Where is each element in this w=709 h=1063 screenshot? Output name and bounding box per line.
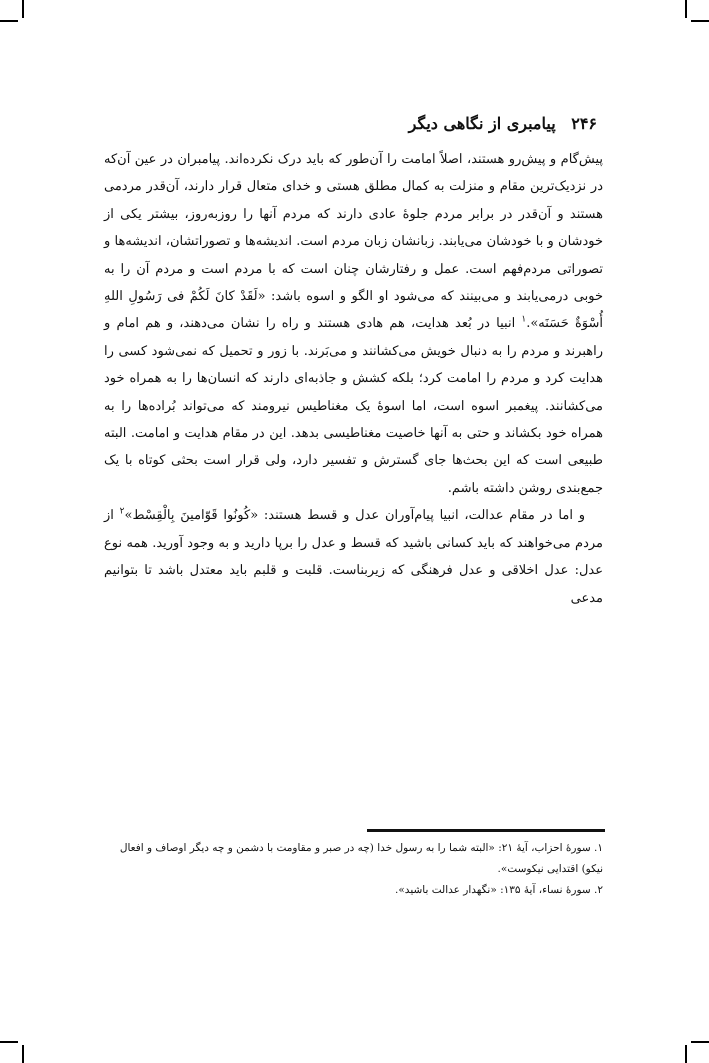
footnote-ref: ۲	[119, 506, 125, 517]
paragraph	[104, 146, 603, 502]
crop-mark-top-right-horizontal	[691, 20, 709, 22]
footnote: ۱. سورهٔ احزاب، آیهٔ ۲۱: «البته شما را به رسول خدا (چه در صبر و مقاومت با دشمن و چه دیگر اوصاف و افعال نیکو) اقتدایی نیکوست».	[119, 842, 603, 875]
crop-mark-bottom-right-horizontal	[691, 1041, 709, 1043]
paragraph-text-continued: انبیا در بُعد هدایت، هم هادی هستند و راه را نشان می‌دهند، و هم امام و راهبرند و مردم را به دنبال خویش می‌کشانند و می‌بَرند. با زور و تحمیل که نمی‌شود کسی را هدایت کرد و مردم را امامت کرد؛ بلکه کشش و جاذبه‌ای دارند که انسان‌ها را به همراه خود می‌کشانند. پیغمبر اسوه است، اما اسوهٔ یک مغناطیس نیرومند که می‌تواند بُراده‌ها را به همراه خود بکشاند و حتی به آنها خاصیت مغناطیسی بدهد. این در مقام هدایت و امامت. البته طبیعی است که این بحث‌ها جای گسترش و تفسیر دارد، ولی قرار است بحثی کوتاه با یک جمع‌بندی روشن داشته باشم.	[104, 316, 603, 496]
crop-mark-bottom-left-horizontal	[0, 1041, 18, 1043]
footnotes	[104, 838, 603, 901]
footnote: ۲. سورهٔ نساء، آیهٔ ۱۳۵: «نگهدار عدالت باشید».	[395, 884, 603, 896]
paragraph-text-continued: از مردم می‌خواهند که باید کسانی باشید که قسط و عدل را برپا دارید و به وجود آورید. همه نوع عدل: عدل اخلاقی و عدل فرهنگی که زیربناست. قلبت و قلبم باید معتدل باشد تا بتوانیم مدعی	[104, 508, 603, 606]
book-title: پیامبری از نگاهی دیگر	[408, 114, 556, 133]
crop-mark-top-left-vertical	[22, 0, 24, 18]
page-number: ۲۴۶	[571, 114, 597, 133]
paragraph-text: پیش‌گام و پیش‌رو هستند، اصلاً امامت را آن‌طور که باید درک نکرده‌اند. پیامبران در عین آن‌که در نزدیک‌ترین مقام و منزلت به کمال مطلق هستی و خدای متعال قرار دارند، آن‌قدر مردمی هستند و آن‌قدر در برابر مردم جلوهٔ عادی دارند که مردم آنها را روزبه‌روز، بیشتر یکی از خودشان و با خودشان می‌یابند. زبانشان زبان مردم است. اندیشه‌ها و تصوراتشان، اندیشه‌ها و تصوراتی مردم‌فهم است. عمل و رفتارشان چنان است که با مردم است و مردم آن را به خوبی درمی‌یابند و می‌بینند که می‌شود او الگو و اسوه باشد: «لَقَدْ کانَ لَکُمْ فی رَسُولِ اللهِ أُسْوَةٌ حَسَنَه».	[104, 152, 603, 332]
paragraph	[104, 502, 603, 612]
crop-mark-bottom-left-vertical	[22, 1045, 24, 1063]
body-text	[104, 146, 603, 612]
crop-mark-bottom-right-vertical	[685, 1045, 687, 1063]
crop-mark-top-right-vertical	[685, 0, 687, 18]
footnote-divider	[367, 829, 605, 832]
crop-mark-top-left-horizontal	[0, 20, 18, 22]
footnote-ref: ۱	[521, 315, 527, 326]
paragraph-text: و اما در مقام عدالت، انبیا پیام‌آوران عدل و قسط هستند: «کُونُوا قَوّامینَ بِالْقِسْط»	[124, 508, 585, 524]
running-header	[409, 114, 597, 133]
